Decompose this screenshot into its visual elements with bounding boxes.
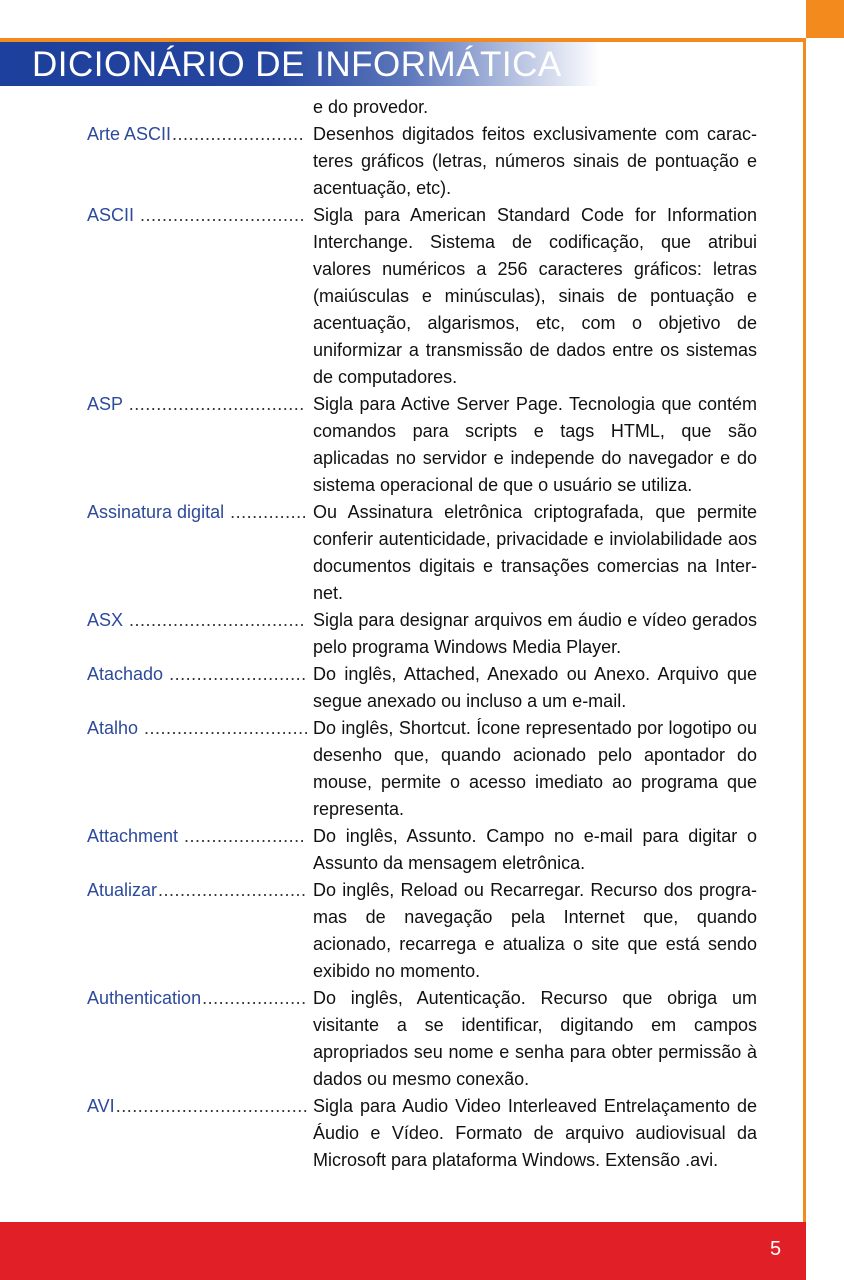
- entry-term-text: Attachment: [87, 826, 184, 846]
- dot-leader: ...................................: [115, 1096, 309, 1116]
- dictionary-entry: [87, 985, 757, 1093]
- dot-leader: ...........................: [158, 880, 307, 900]
- dictionary-entry: [87, 877, 757, 985]
- entry-definition: Sigla para designar arquivos em áudio e vídeo gerados pelo programa Windows Media Player.: [313, 610, 757, 657]
- entry-definition: Do inglês, Reload ou Recarregar. Recurso dos programas de navegação pela Internet que, quando acionado, recarrega e atualiza o site que está sendo exibido no momento.: [313, 880, 757, 981]
- right-margin-rule: [803, 38, 806, 1280]
- page-number: 5: [770, 1238, 782, 1260]
- entry-term-text: ASX: [87, 610, 129, 630]
- orange-corner-tab: [806, 0, 844, 38]
- entry-term: [87, 391, 309, 418]
- dictionary-entry: [87, 202, 757, 391]
- entry-term-text: Atalho: [87, 718, 144, 738]
- entry-definition: Sigla para Active Server Page. Tecnologia que contém comandos para scripts e tags HTML, que são aplicadas no servidor e independe do navegador e do sistema operacional de que o usuário se utiliza.: [313, 394, 757, 495]
- entry-list: [87, 121, 757, 1174]
- dot-leader: ................................: [128, 394, 305, 414]
- entry-definition: Do inglês, Shortcut. Ícone representado por logotipo ou desenho que, quando acionado pelo apontador do mouse, permite o acesso imediato ao programa que representa.: [313, 718, 757, 819]
- dictionary-entry: [87, 499, 757, 607]
- entry-term-text: ASP: [87, 394, 128, 414]
- dot-leader: ................................: [129, 610, 306, 630]
- entry-definition: Sigla para American Standard Code for Information Interchange. Sistema de codificação, que atribui valores numéricos a 256 caracteres gráficos: letras (maiúsculas e minúsculas), sinais de pontuação e acentuação, algarismos, etc, com o objetivo de uniformizar a transmissão de dados entre os sistemas de computadores.: [313, 205, 757, 387]
- dictionary-entry: [87, 823, 757, 877]
- entry-term: [87, 121, 309, 148]
- entry-term: [87, 1093, 309, 1120]
- entry-term-text: Atachado: [87, 664, 169, 684]
- continuation-entry: [87, 94, 757, 121]
- entry-term: [87, 661, 309, 688]
- dictionary-entry: [87, 391, 757, 499]
- dictionary-entry: [87, 607, 757, 661]
- dictionary-entry: [87, 1093, 757, 1174]
- entry-definition: Do inglês, Attached, Anexado ou Anexo. Arquivo que segue anexado ou incluso a um e-mail.: [313, 664, 757, 711]
- entry-definition: Sigla para Audio Video Interleaved Entrelaçamento de Áudio e Vídeo. Formato de arquivo audiovisual da Microsoft para plataforma Windows. Extensão .avi.: [313, 1096, 757, 1170]
- entry-term: [87, 715, 309, 742]
- footer-bar: [0, 1222, 806, 1280]
- entry-definition: Do inglês, Assunto. Campo no e-mail para digitar o Assunto da mensagem eletrônica.: [313, 826, 757, 873]
- dot-leader: ..............................: [144, 718, 309, 738]
- entry-term: [87, 202, 309, 229]
- entry-definition: Do inglês, Autenticação. Recurso que obriga um visitante a se identificar, digitando em campos apropriados seu nome e senha para obter permissão à dados ou mesmo conexão.: [313, 988, 757, 1089]
- dot-leader: ..............................: [140, 205, 306, 225]
- entry-term-text: Atualizar: [87, 880, 158, 900]
- entry-term: [87, 823, 309, 850]
- dot-leader: ..............: [230, 502, 308, 522]
- continuation-text: e do provedor.: [313, 97, 429, 117]
- entry-term-text: Assinatura digital: [87, 502, 230, 522]
- page-title: DICIONÁRIO DE INFORMÁTICA: [32, 45, 562, 84]
- entry-term: [87, 607, 309, 634]
- entry-term-text: ASCII: [87, 205, 140, 225]
- dictionary-entries: [87, 94, 757, 1174]
- dot-leader: .........................: [169, 664, 307, 684]
- entry-term-text: AVI: [87, 1096, 115, 1116]
- dot-leader: ......................: [184, 826, 306, 846]
- entry-term: [87, 877, 309, 904]
- entry-definition: Ou Assinatura eletrônica criptografada, que permite conferir autenticidade, privacidade e inviolabilidade aos documentos digitais e transações comercias na Internet.: [313, 502, 757, 603]
- entry-term-text: Authentication: [87, 988, 202, 1008]
- entry-term: [87, 499, 309, 526]
- entry-term: [87, 985, 309, 1012]
- dot-leader: ...................: [202, 988, 307, 1008]
- dictionary-entry: [87, 715, 757, 823]
- entry-definition: Desenhos digitados feitos exclusivamente com caracteres gráficos (letras, números sinais de pontuação e acentuação, etc).: [313, 124, 757, 198]
- dot-leader: ........................: [172, 124, 305, 144]
- dictionary-entry: [87, 661, 757, 715]
- dictionary-entry: [87, 121, 757, 202]
- entry-term-text: Arte ASCII: [87, 124, 172, 144]
